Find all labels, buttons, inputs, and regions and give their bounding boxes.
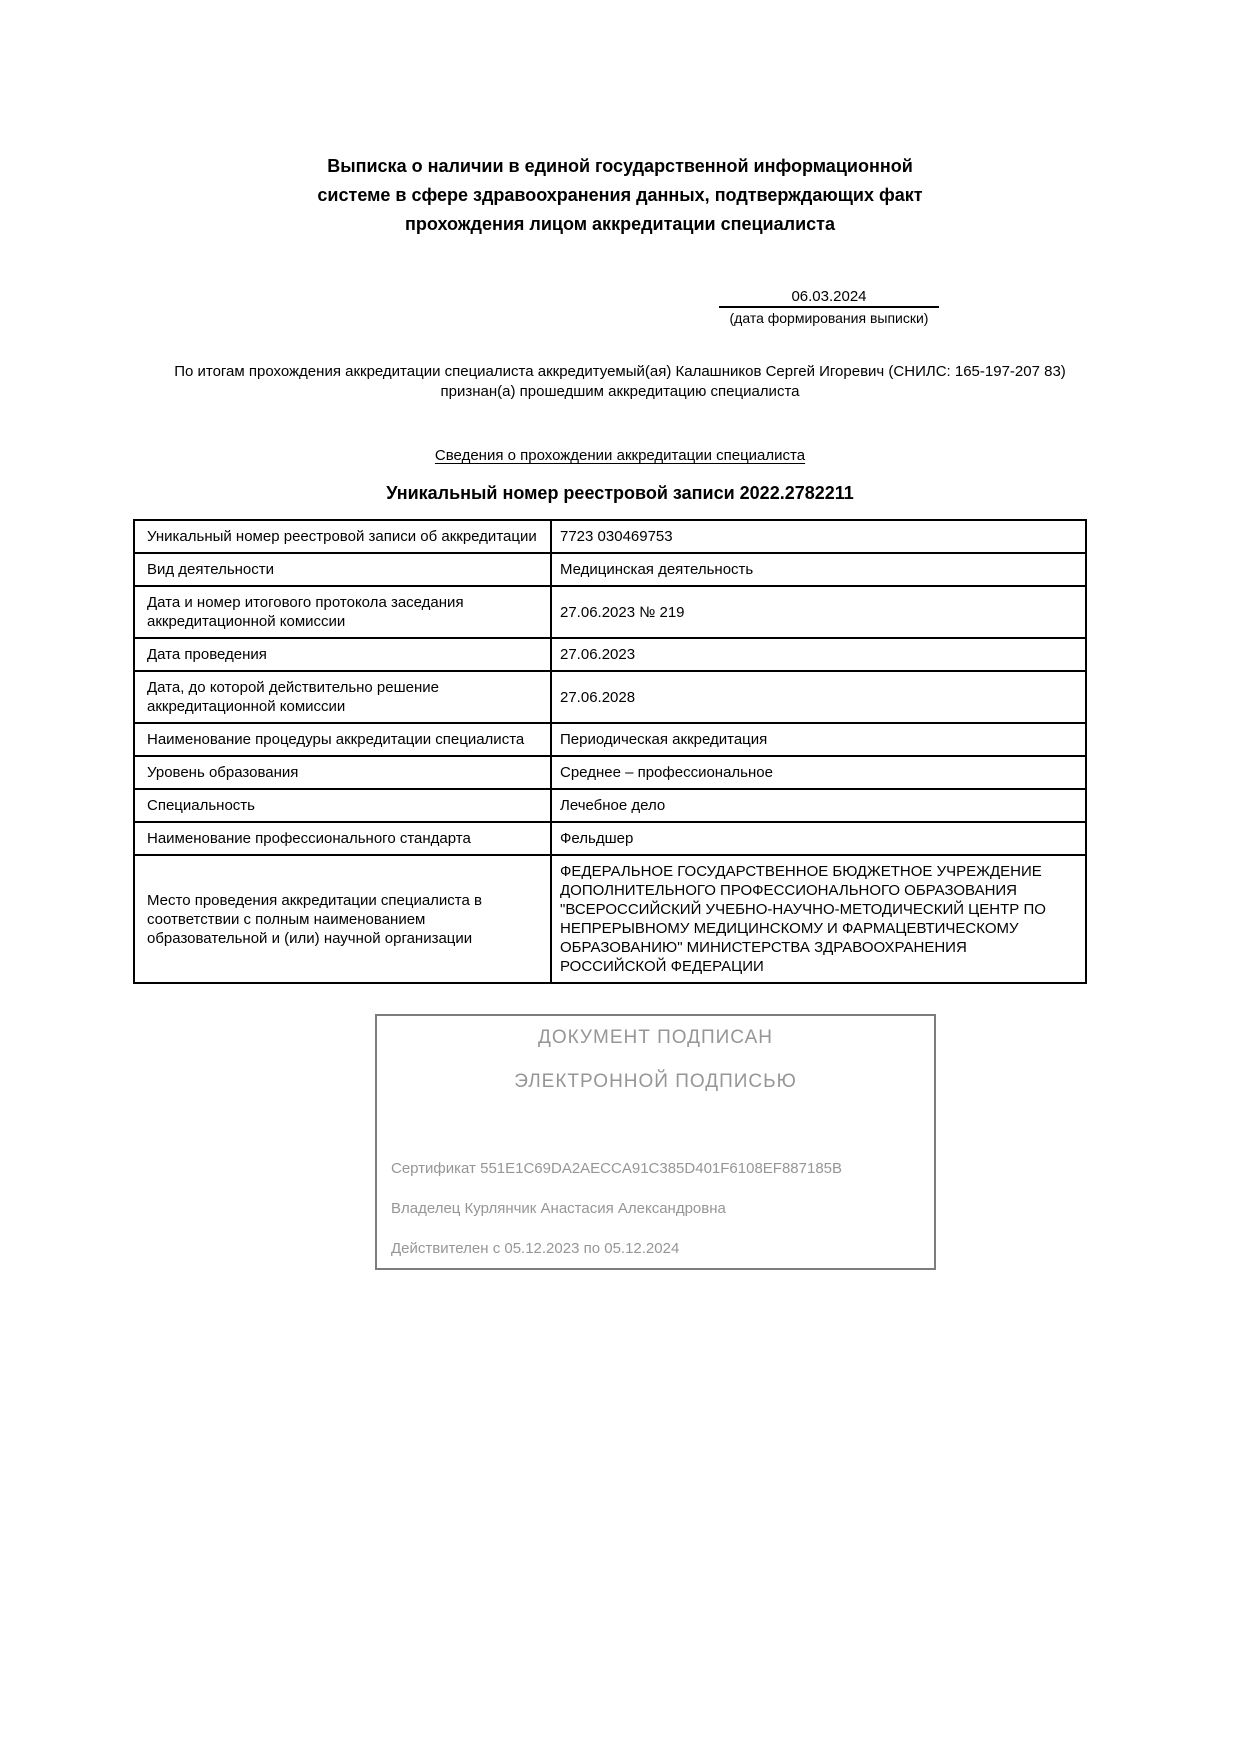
table-row-value: 7723 030469753 xyxy=(551,520,1086,553)
signature-title-line: ЭЛЕКТРОННОЙ ПОДПИСЬЮ xyxy=(514,1071,797,1092)
table-row-label: Уникальный номер реестровой записи об аккредитации xyxy=(134,520,551,553)
table-row-label: Наименование профессионального стандарта xyxy=(134,822,551,855)
intro-line: По итогам прохождения аккредитации специалиста аккредитуемый(ая) Калашников Сергей Игоревич (СНИЛС: 165-197-207 83) xyxy=(174,363,1066,380)
document-title-line: прохождения лицом аккредитации специалиста xyxy=(405,214,835,234)
document-title-line: системе в сфере здравоохранения данных, подтверждающих факт xyxy=(317,185,923,205)
formation-date-caption: (дата формирования выписки) xyxy=(729,310,929,326)
intro-paragraph xyxy=(120,362,1120,402)
table-row xyxy=(134,789,1086,822)
electronic-signature-box xyxy=(375,1014,936,1270)
table-row-value: ФЕДЕРАЛЬНОЕ ГОСУДАРСТВЕННОЕ БЮДЖЕТНОЕ УЧРЕЖДЕНИЕ ДОПОЛНИТЕЛЬНОГО ПРОФЕССИОНАЛЬНОГО ОБРАЗОВАНИЯ "ВСЕРОССИЙСКИЙ УЧЕБНО-НАУЧНО-МЕТОДИЧЕСКИЙ ЦЕНТР ПО НЕПРЕРЫВНОМУ МЕДИЦИНСКОМУ И ФАРМАЦЕВТИЧЕСКОМУ ОБРАЗОВАНИЮ" МИНИСТЕРСТВА ЗДРАВООХРАНЕНИЯ РОССИЙСКОЙ ФЕДЕРАЦИИ xyxy=(551,855,1086,983)
table-row xyxy=(134,638,1086,671)
table-row-label: Дата и номер итогового протокола заседания аккредитационной комиссии xyxy=(134,586,551,638)
table-row-value: 27.06.2023 № 219 xyxy=(551,586,1086,638)
table-row-value: Фельдшер xyxy=(551,822,1086,855)
table-row-label: Наименование процедуры аккредитации специалиста xyxy=(134,723,551,756)
section-heading: Сведения о прохождении аккредитации специалиста xyxy=(434,447,806,464)
table-row xyxy=(134,822,1086,855)
signature-owner: Владелец Курлянчик Анастасия Александровна xyxy=(391,1200,726,1217)
document-title-line: Выписка о наличии в единой государственной информационной xyxy=(327,156,913,176)
table-row xyxy=(134,855,1086,983)
table-row-label: Дата проведения xyxy=(134,638,551,671)
table-row-value: 27.06.2023 xyxy=(551,638,1086,671)
accreditation-table-body xyxy=(134,520,1086,983)
table-row-value: Среднее – профессиональное xyxy=(551,756,1086,789)
formation-date-block xyxy=(709,288,949,326)
table-row-value: Периодическая аккредитация xyxy=(551,723,1086,756)
table-row-value: Лечебное дело xyxy=(551,789,1086,822)
signature-title-line: ДОКУМЕНТ ПОДПИСАН xyxy=(538,1027,773,1048)
document-title xyxy=(170,152,1070,239)
signature-certificate: Сертификат 551E1C69DA2AECCA91C385D401F6108EF887185B xyxy=(391,1160,843,1177)
table-row xyxy=(134,723,1086,756)
record-number-heading: Уникальный номер реестровой записи 2022.2782211 xyxy=(386,483,854,503)
table-row-label: Место проведения аккредитации специалиста в соответствии с полным наименованием образовательной и (или) научной организации xyxy=(134,855,551,983)
table-row-label: Уровень образования xyxy=(134,756,551,789)
table-row-label: Специальность xyxy=(134,789,551,822)
table-row-label: Вид деятельности xyxy=(134,553,551,586)
table-row xyxy=(134,671,1086,723)
table-row xyxy=(134,586,1086,638)
formation-date-value: 06.03.2024 xyxy=(719,288,939,308)
signature-validity: Действителен с 05.12.2023 по 05.12.2024 xyxy=(391,1240,680,1257)
table-row xyxy=(134,520,1086,553)
table-row xyxy=(134,553,1086,586)
table-row xyxy=(134,756,1086,789)
table-row-value: Медицинская деятельность xyxy=(551,553,1086,586)
table-row-value: 27.06.2028 xyxy=(551,671,1086,723)
accreditation-table xyxy=(133,519,1087,984)
table-row-label: Дата, до которой действительно решение аккредитационной комиссии xyxy=(134,671,551,723)
intro-line: признан(а) прошедшим аккредитацию специалиста xyxy=(440,383,800,400)
